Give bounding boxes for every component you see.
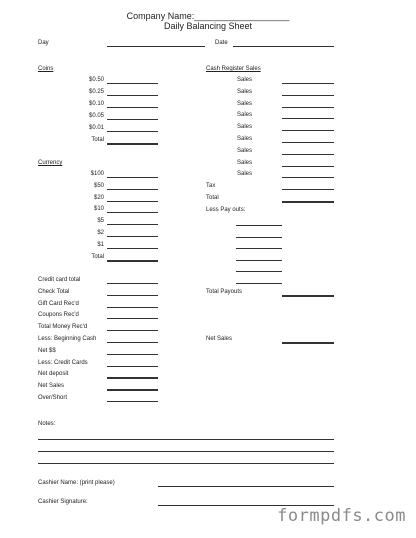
currency-row-label: $20 xyxy=(93,195,104,201)
sales-field[interactable] xyxy=(282,130,334,131)
payout-field[interactable] xyxy=(236,271,282,272)
sales-label: Sales xyxy=(237,148,253,154)
sales-field[interactable] xyxy=(282,95,334,96)
currency-row-field[interactable] xyxy=(107,189,158,190)
coins-row-label: $0.50 xyxy=(88,77,104,83)
currency-row-label: $2 xyxy=(97,230,104,236)
coins-row-field[interactable] xyxy=(107,83,158,84)
summary-row-field[interactable] xyxy=(107,342,158,343)
sales-field[interactable] xyxy=(282,83,334,84)
summary-row-field[interactable] xyxy=(107,377,158,379)
notes-line-1[interactable] xyxy=(38,439,334,440)
summary-row-label: Total Money Rec'd xyxy=(38,324,88,330)
sales-field[interactable] xyxy=(282,118,334,119)
summary-row-field[interactable] xyxy=(107,295,158,296)
cashier-name-label: Cashier Name: (print please) xyxy=(38,480,115,486)
currency-row-label: Total xyxy=(91,254,104,260)
sales-label: Sales xyxy=(237,89,253,95)
payout-field[interactable] xyxy=(236,225,282,226)
notes-line-3[interactable] xyxy=(38,463,334,464)
currency-row-label: $50 xyxy=(93,183,104,189)
summary-row-label: Net Sales xyxy=(38,383,65,389)
sales-label: Sales xyxy=(237,171,253,177)
date-label: Date xyxy=(215,40,228,46)
summary-row-label: Coupons Rec'd xyxy=(38,312,79,318)
currency-row-label: $100 xyxy=(90,171,104,177)
currency-row-label: $10 xyxy=(93,206,104,212)
currency-total-field[interactable] xyxy=(107,260,158,262)
page-title: Daily Balancing Sheet xyxy=(163,21,253,31)
currency-row-label: $1 xyxy=(97,242,104,248)
summary-row-label: Gift Card Rec'd xyxy=(38,301,79,307)
summary-row-label: Over/Short xyxy=(38,395,68,401)
payout-field[interactable] xyxy=(236,260,282,261)
company-name-label: Company Name:___________________ xyxy=(126,11,290,21)
summary-row-field[interactable] xyxy=(107,401,158,402)
notes-line-2[interactable] xyxy=(38,451,334,452)
currency-row-field[interactable] xyxy=(107,224,158,225)
sales-label: Sales xyxy=(237,101,253,107)
total-payouts-field[interactable] xyxy=(282,295,334,297)
less-payouts-label: Less Pay outs: xyxy=(206,207,246,213)
date-field[interactable] xyxy=(233,46,334,47)
net-sales-register-label: Net Sales xyxy=(206,336,233,342)
currency-heading: Currency xyxy=(38,160,63,166)
coins-row-field[interactable] xyxy=(107,119,158,120)
summary-row-label: Credit card total xyxy=(38,277,81,283)
summary-row-label: Less: Credit Cards xyxy=(38,360,88,366)
watermark-logo: formpdfs.com xyxy=(277,506,406,526)
sales-field[interactable] xyxy=(282,107,334,108)
cash-register-heading: Cash Register Sales xyxy=(206,66,261,72)
payout-field[interactable] xyxy=(236,283,282,284)
coins-row-label: Total xyxy=(91,137,104,143)
currency-row-field[interactable] xyxy=(107,177,158,178)
coins-row-field[interactable] xyxy=(107,95,158,96)
summary-row-label: Net $$ xyxy=(38,348,56,354)
tax-label: Tax xyxy=(206,183,216,189)
summary-row-field[interactable] xyxy=(107,318,158,319)
coins-total-field[interactable] xyxy=(107,143,158,145)
coins-row-label: $0.25 xyxy=(88,89,104,95)
summary-row-field[interactable] xyxy=(107,330,158,331)
currency-row-label: $5 xyxy=(97,218,104,224)
sales-label: Sales xyxy=(237,136,253,142)
summary-row-field[interactable] xyxy=(107,389,158,391)
summary-row-field[interactable] xyxy=(107,283,158,284)
total-payouts-label: Total Payouts xyxy=(206,289,243,295)
sales-label: Sales xyxy=(237,124,253,130)
sales-field[interactable] xyxy=(282,142,334,143)
cashier-signature-label: Cashier Signature: xyxy=(38,499,88,505)
coins-row-label: $0.01 xyxy=(88,125,104,131)
coins-row-label: $0.10 xyxy=(88,101,104,107)
summary-row-label: Less: Beginning Cash xyxy=(38,336,97,342)
coins-heading: Coins xyxy=(38,66,54,72)
currency-row-field[interactable] xyxy=(107,248,158,249)
summary-row-field[interactable] xyxy=(107,307,158,308)
sales-field[interactable] xyxy=(282,177,334,178)
currency-row-field[interactable] xyxy=(107,201,158,202)
register-total-label: Total xyxy=(206,195,219,201)
coins-row-field[interactable] xyxy=(107,107,158,108)
payout-field[interactable] xyxy=(236,237,282,238)
summary-row-field[interactable] xyxy=(107,366,158,367)
payout-field[interactable] xyxy=(236,248,282,249)
summary-row-label: Check Total xyxy=(38,289,70,295)
coins-row-label: $0.05 xyxy=(88,113,104,119)
day-field[interactable] xyxy=(107,46,205,47)
sales-label: Sales xyxy=(237,160,253,166)
coins-row-field[interactable] xyxy=(107,131,158,132)
sales-label: Sales xyxy=(237,77,253,83)
tax-field[interactable] xyxy=(282,189,334,190)
net-sales-register-field[interactable] xyxy=(282,342,334,344)
sales-field[interactable] xyxy=(282,166,334,167)
currency-row-field[interactable] xyxy=(107,236,158,237)
register-total-field[interactable] xyxy=(282,201,334,203)
notes-label: Notes: xyxy=(38,421,56,427)
sales-label: Sales xyxy=(237,112,253,118)
day-label: Day xyxy=(38,40,49,46)
summary-row-field[interactable] xyxy=(107,354,158,355)
summary-row-label: Net deposit xyxy=(38,371,69,377)
currency-row-field[interactable] xyxy=(107,212,158,213)
sales-field[interactable] xyxy=(282,154,334,155)
cashier-name-field[interactable] xyxy=(158,486,334,487)
